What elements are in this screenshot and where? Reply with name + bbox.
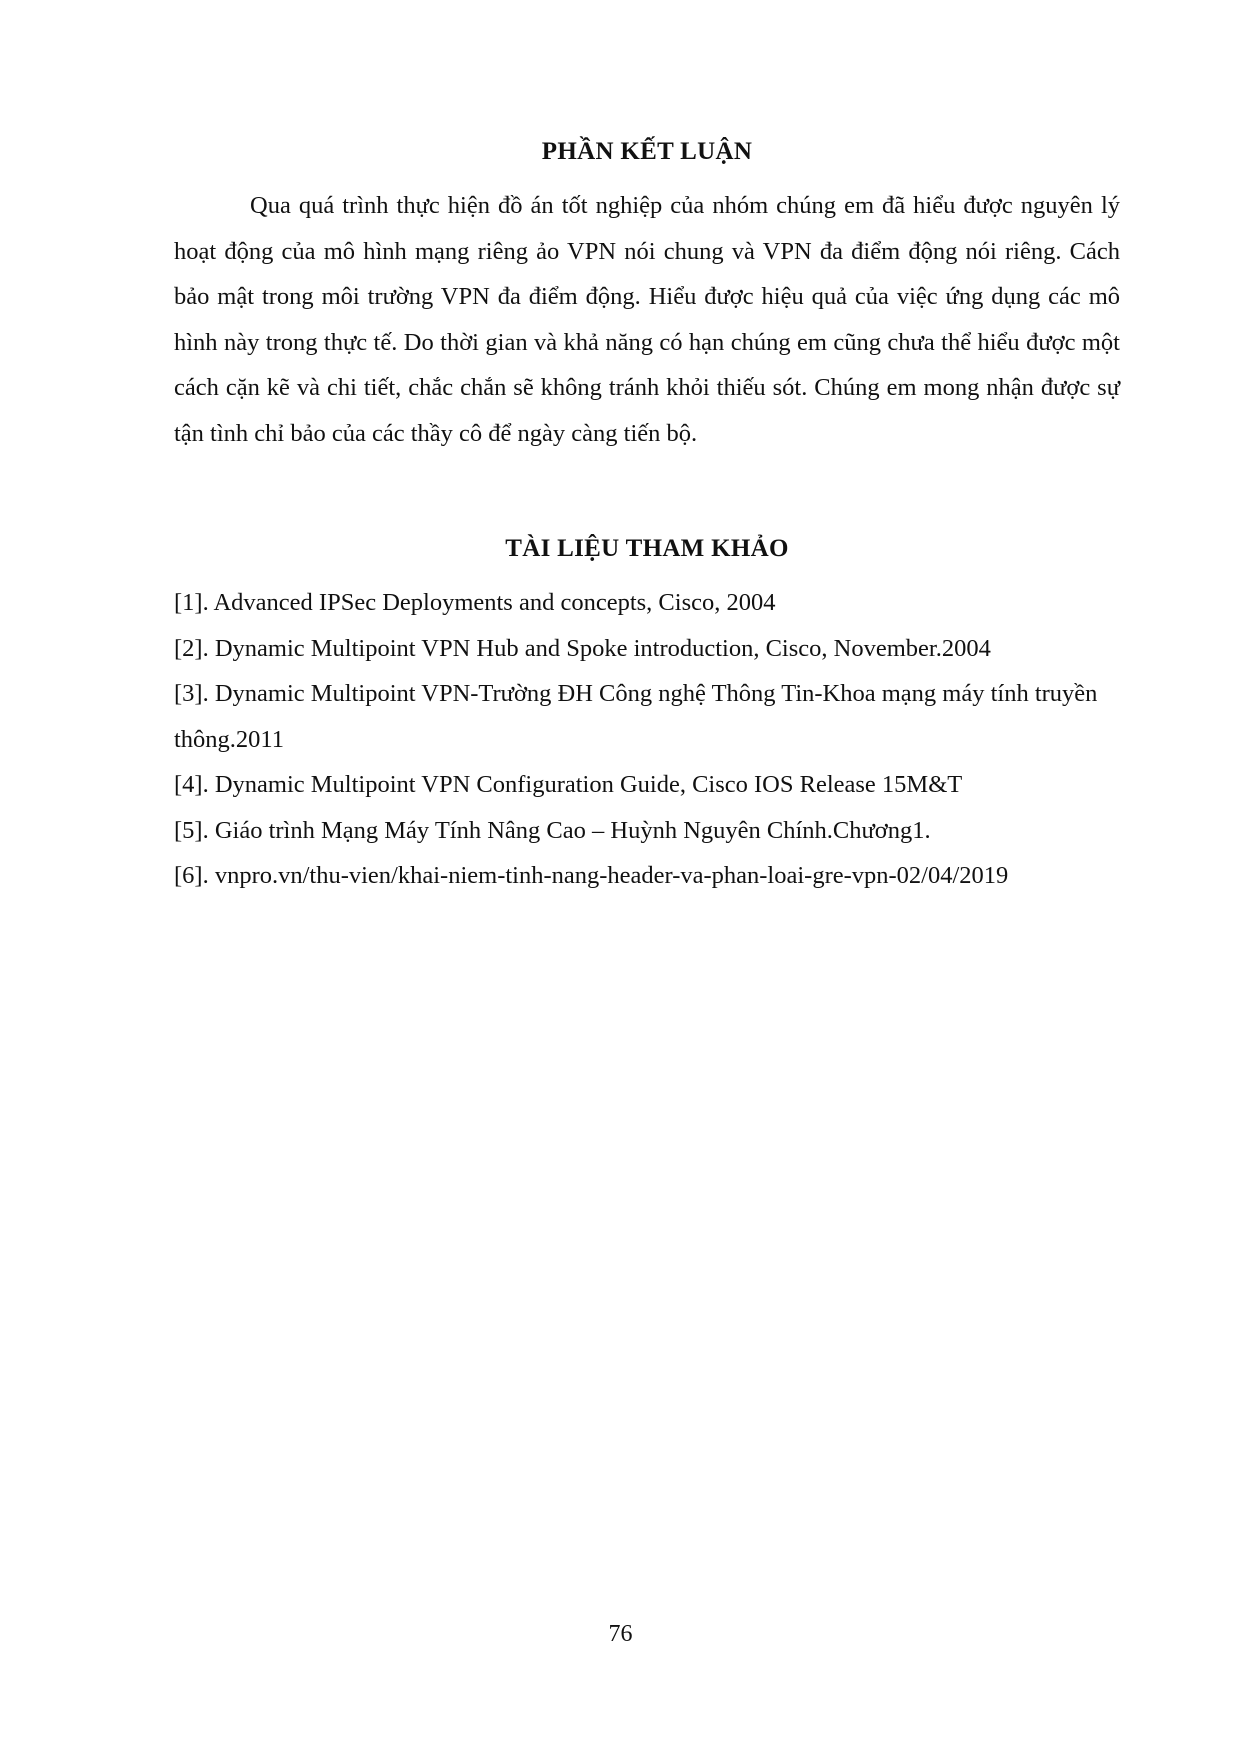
reference-item-6: [6]. vnpro.vn/thu-vien/khai-niem-tinh-nang-header-va-phan-loai-gre-vpn-02/04/2019 xyxy=(174,862,1009,889)
reference-item-2: [2]. Dynamic Multipoint VPN Hub and Spoke introduction, Cisco, November.2004 xyxy=(174,634,991,662)
page-number: 76 xyxy=(608,1621,633,1647)
conclusion-heading: PHẦN KẾT LUẬN xyxy=(541,138,753,165)
references-heading: TÀI LIỆU THAM KHẢO xyxy=(505,535,789,562)
reference-item-1: [1]. Advanced IPSec Deployments and concepts, Cisco, 2004 xyxy=(174,589,776,616)
reference-item-3: [3]. Dynamic Multipoint VPN-Trường ĐH Công nghệ Thông Tin-Khoa mạng máy tính truyền thông.2011 xyxy=(174,680,1098,753)
reference-item-5: [5]. Giáo trình Mạng Máy Tính Nâng Cao – Huỳnh Nguyên Chính.Chương1. xyxy=(174,816,931,844)
reference-item-4: [4]. Dynamic Multipoint VPN Configuration Guide, Cisco IOS Release 15M&T xyxy=(174,771,963,798)
conclusion-paragraph: Qua quá trình thực hiện đồ án tốt nghiệp của nhóm chúng em đã hiểu được nguyên lý hoạt động của mô hình mạng riêng ảo VPN nói chung và VPN đa điểm động nói riêng. Cách bảo mật trong môi trường VPN đa điểm động. Hiểu được hiệu quả của việc ứng dụng các mô hình này trong thực tế. Do thời gian và khả năng có hạn chúng em cũng chưa thể hiểu được một cách cặn kẽ và chi tiết, chắc chắn sẽ không tránh khỏi thiếu sót. Chúng em mong nhận được sự tận tình chỉ bảo của các thầy cô để ngày càng tiến bộ. xyxy=(174,192,1120,447)
references-list xyxy=(174,580,1134,899)
